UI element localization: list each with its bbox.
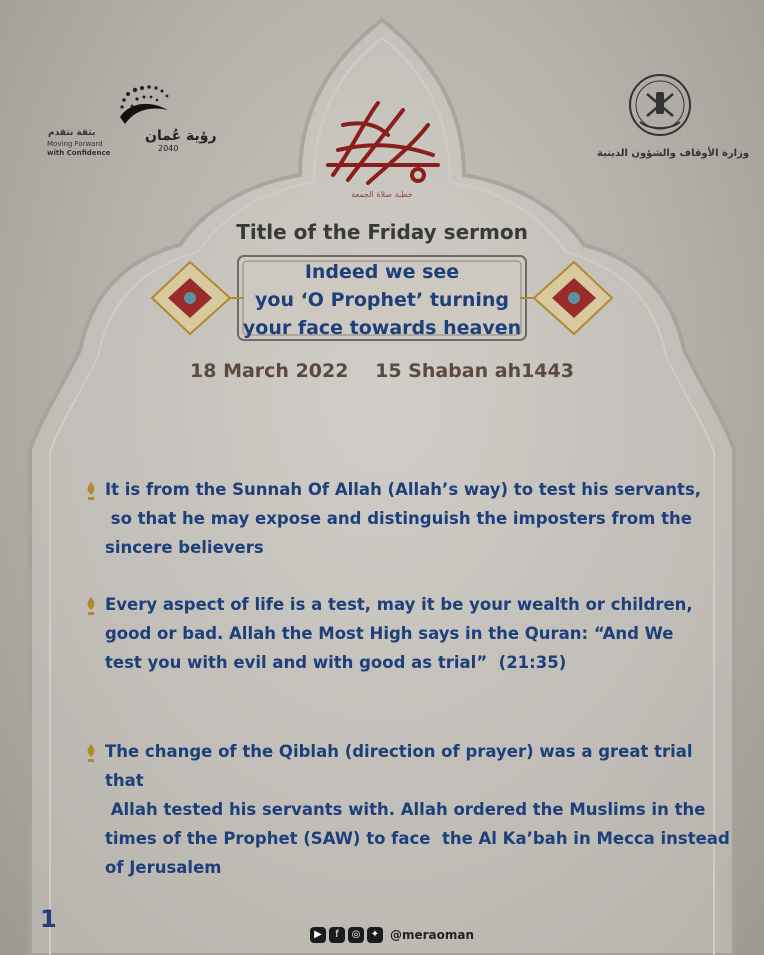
friday-sermon-calligraphy <box>318 95 448 190</box>
sermon-title-line: Indeed we see <box>304 261 460 283</box>
youtube-icon[interactable]: ▶ <box>310 927 326 943</box>
social-handle[interactable]: @meraoman <box>390 928 475 942</box>
ministry-name: وزارة الأوقاف والشؤون الدينية <box>597 148 750 159</box>
page-number: 1 <box>40 905 57 933</box>
point-line: The change of the Qiblah (direction of prayer) was a great trial that <box>105 742 693 790</box>
bullet-drop-icon <box>85 481 97 503</box>
point-line: sincere believers <box>105 538 264 557</box>
calligraphy-text: خطبة صلاة الجمعة <box>351 190 413 199</box>
point-line: so that he may expose and distinguish the imposters from the <box>105 509 692 528</box>
sermon-title <box>230 258 534 342</box>
point-line: It is from the Sunnah Of Allah (Allah’s way) to test his servants, <box>105 480 702 499</box>
bullet-drop-icon <box>85 743 97 765</box>
facebook-icon[interactable]: f <box>329 927 345 943</box>
sermon-heading: Title of the Friday sermon <box>236 220 528 244</box>
date-gregorian: 18 March 2022 <box>190 360 349 382</box>
vision-tagline-en-2: with Confidence <box>47 149 111 157</box>
list-item <box>85 590 725 677</box>
sermon-title-line: your face towards heaven <box>242 317 522 339</box>
point-line: Every aspect of life is a test, may it be your wealth or children, <box>105 595 693 614</box>
vision-tagline-en-1: Moving Forward <box>47 140 103 148</box>
sermon-title-line: you ‘O Prophet’ turning <box>255 289 509 311</box>
vision-arabic: رؤية عُمان <box>145 128 217 144</box>
instagram-icon[interactable]: ◎ <box>348 927 364 943</box>
twitter-icon[interactable]: ✦ <box>367 927 383 943</box>
point-line: times of the Prophet (SAW) to face the Al Ka’bah in Mecca instead <box>105 829 730 848</box>
sermon-dates <box>0 360 764 382</box>
vision-tagline-arabic: بثقة نتقدم <box>48 128 96 138</box>
point-line: of Jerusalem <box>105 858 222 877</box>
bullet-drop-icon <box>85 596 97 618</box>
point-line: Allah tested his servants with. Allah ordered the Muslims in the <box>105 800 706 819</box>
list-item <box>85 475 725 562</box>
vision-year: 2040 <box>158 144 179 153</box>
list-item <box>85 737 730 882</box>
social-bar <box>310 926 474 944</box>
point-line: test you with evil and with good as trial” (21:35) <box>105 653 567 672</box>
date-hijri: 15 Shaban ah1443 <box>375 360 574 382</box>
point-line: good or bad. Allah the Most High says in the Quran: “And We <box>105 624 674 643</box>
